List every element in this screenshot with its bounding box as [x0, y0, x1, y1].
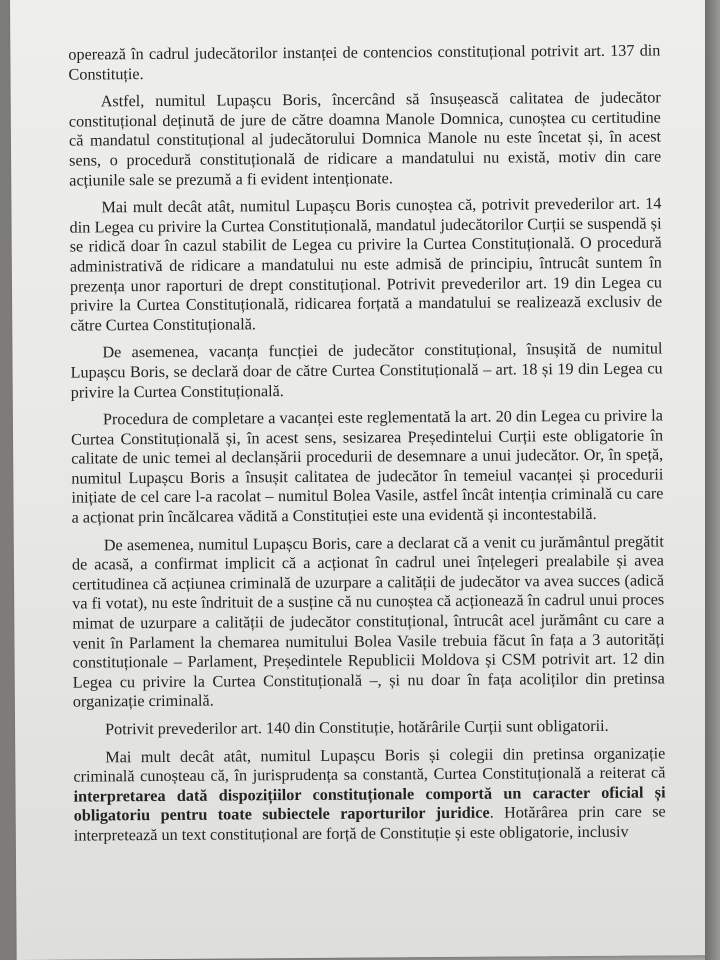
- paper-sheet: [10, 0, 712, 960]
- paragraph-text: Mai mult decât atât, numitul Lupașcu Boris și colegii din pretinsa organizație criminală cunoșteau că, în jurisprudența sa constantă, Curtea Constituțională a reiterat că: [73, 744, 666, 786]
- paragraph: De asemenea, vacanța funcției de judecător constituțional, însușită de numitul Lupașcu Boris, se declară doar de către Curtea Constituțională – art. 18 și 19 din Legea cu privire la Curtea Constituțională.: [70, 339, 663, 402]
- paragraph-bold-text: interpretarea dată dispozițiilor constituționale comportă un caracter oficial și obligatoriu pentru toate subiectele raporturilor juridice: [73, 783, 666, 825]
- background-edge: [705, 0, 720, 960]
- paragraph-text: . Hotărârea prin care se interpretează un text constituțional are forță de Constituție și este obligatorie, inclusiv: [73, 802, 666, 845]
- paragraph: Procedura de completare a vacanței este reglementată la art. 20 din Legea cu privire la Curtea Constituțională și, în acest sens, sesizarea Președintelui Curții este obligatorie în calitate de unic temei al declanșării procedurii de desemnare a unui judecător. Or, în speță, numitul Lupașcu Boris a însușit calitatea de judecător în temeiul vacanței și procedurii inițiate de cel care l-a racolat – numitul Bolea Vasile, astfel încât intenția criminală cu care a acționat prin încălcarea vădită a Constituției este una evidentă și incontestabilă.: [71, 406, 664, 527]
- paragraph: Mai mult decât atât, numitul Lupașcu Boris cunoștea că, potrivit prevederilor art. 14 din Legea cu privire la Curtea Constituțională, mandatul judecătorilor Curții se suspendă și se ridică doar în cazul stabilit de Legea cu privire la Curtea Constituțională. O procedură administrativă de ridicare a mandatului nu este admisă de principiu, întrucât suntem în prezența unor raporturi de drept constituțional. Potrivit prevederilor art. 19 din Legea cu privire la Curtea Constituțională, ridicarea forțată a mandatului se realizează exclusiv de către Curtea Constituțională.: [69, 194, 663, 335]
- paragraph: Potrivit prevederilor art. 140 din Constituție, hotărârile Curții sunt obligatorii.: [105, 716, 609, 739]
- document-body: [68, 41, 666, 854]
- paragraph-continuation: operează în cadrul judecătorilor instanței de contencios constituțional potrivit art. 137 din Constituție.: [68, 41, 661, 84]
- paragraph: De asemenea, numitul Lupașcu Boris, care a declarat că a venit cu jurământul pregătit de acasă, a confirmat implicit că a acționat în cadrul unei înțelegeri prealabile și avea certitudinea că acțiunea criminală de uzurpare a calității de judecător va avea succes (adică va fi votat), nu este îndrituit de a susține că nu cunoștea că acționează în cadrul unui proces mimat de uzurpare a calității de judecător constituțional, întrucât acel jurământ cu care a venit în Parlament la chemarea numitului Bolea Vasile trebuia făcut în fața a 3 autorități constituționale – Parlament, Președintele Republicii Moldova și CSM potrivit art. 12 din Legea cu privire la Curtea Constituțională –, și nu doar în fața acoliților din pretinsa organizație criminală.: [71, 532, 665, 711]
- paragraph-last: [73, 744, 666, 846]
- paragraph: Astfel, numitul Lupașcu Boris, încercând să însușească calitatea de judecător constituțional deținută de jure de către doamna Manole Domnica, cunoștea cu certitudine că mandatul constituțional al judecătorului Domnica Manole nu este încetat și, în acest sens, o procedură constituțională de ridicare a mandatului nu există, motiv din care acțiunile sale se prezumă a fi evident intenționate.: [68, 88, 662, 190]
